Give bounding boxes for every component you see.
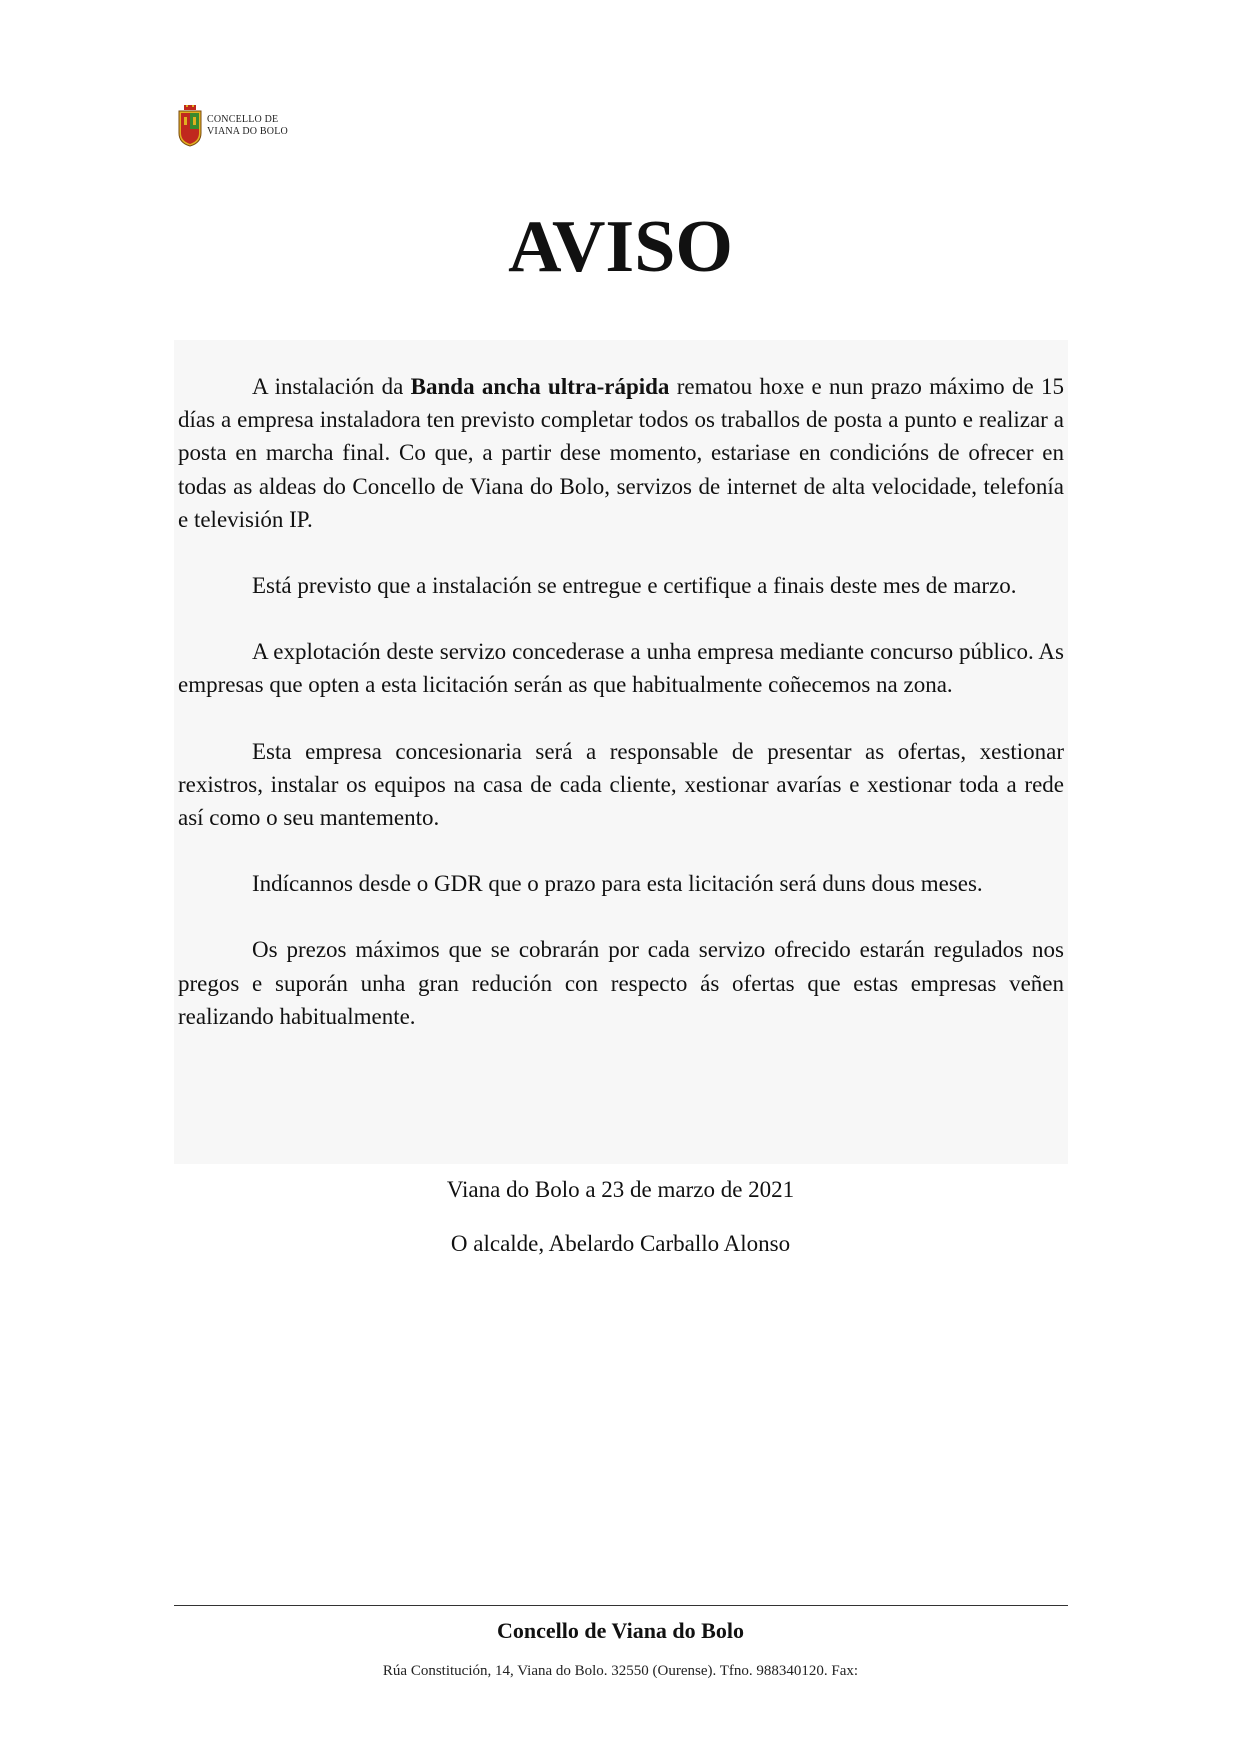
signature-line: O alcalde, Abelardo Carballo Alonso (450, 1231, 791, 1256)
coat-of-arms-icon (178, 105, 202, 147)
paragraph-3: A explotación deste servizo concederase a unha empresa mediante concurso público. As empresas que opten a esta licitación serán as que habitualmente coñecemos na zona. (178, 639, 1064, 698)
paragraph-1-end: rematou hoxe e nun prazo máximo de 15 días a empresa instaladora ten previsto completar todos os traballos de posta a punto e realizar a posta en marcha final. Co que, a partir dese momento, estariase en condicións de ofrecer en todas as aldeas do Concello de Viana do Bolo, servizos de internet de alta velocidade, telefonía e televisión IP. (178, 374, 1064, 532)
notice-title: AVISO (508, 206, 733, 288)
paragraph-1-start: A instalación da (252, 374, 411, 399)
paragraph-6: Os prezos máximos que se cobrarán por cada servizo ofrecido estarán regulados nos pregos e suporán unha gran redución con respecto ás ofertas que estas empresas veñen realizando habitualmente. (178, 937, 1064, 1029)
municipal-logo (178, 105, 288, 147)
footer-address: Rúa Constitución, 14, Viana do Bolo. 32550 (Ourense). Tfno. 988340120. Fax: (382, 1663, 859, 1679)
paragraph-1-highlight: Banda ancha ultra-rápida (410, 374, 670, 399)
paragraph-5: Indícannos desde o GDR que o prazo para esta licitación será duns dous meses. (252, 871, 983, 897)
date-line: Viana do Bolo a 23 de marzo de 2021 (446, 1177, 795, 1202)
paragraph-2: Está previsto que a instalación se entregue e certifique a finais deste mes de marzo. (252, 573, 1017, 599)
logo-text (207, 114, 288, 138)
logo-line-2: VIANA DO BOLO (207, 126, 288, 137)
logo-line-1: CONCELLO DE (207, 114, 279, 125)
paragraph-4: Esta empresa concesionaria será a responsable de presentar as ofertas, xestionar rexistros, instalar os equipos na casa de cada cliente, xestionar avarías e xestionar toda a rede así como o seu mantemento. (178, 738, 1064, 831)
footer-title: Concello de Viana do Bolo (497, 1618, 744, 1643)
notice-body (174, 340, 1068, 1164)
paragraph-1 (178, 370, 1064, 536)
footer-divider (174, 1605, 1068, 1606)
